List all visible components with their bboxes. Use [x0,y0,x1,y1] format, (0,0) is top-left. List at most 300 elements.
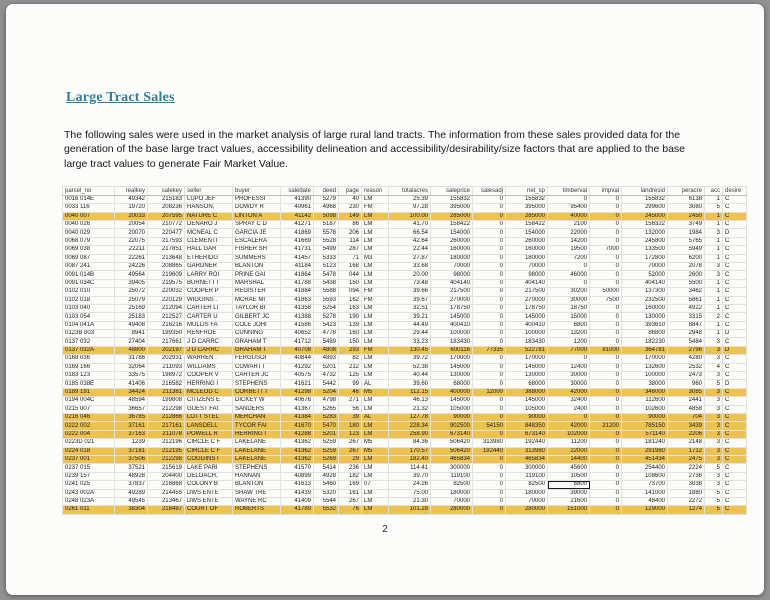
cell-page: 094 [339,288,362,296]
cell-realkey: 36785 [115,414,148,422]
cell-buyer: PRINE GAI [233,271,281,279]
table-row [63,414,747,422]
cell-seller: COLONY B [185,481,233,489]
cell-salesadj: 54150 [473,422,506,430]
cell-impval: 0 [590,195,622,203]
cell-seller: HANSON, [185,204,233,212]
table-row [63,204,747,212]
column-header-totalacres: totalacres [389,187,431,195]
table-row [63,212,747,220]
cell-landresid: 291980 [622,447,668,455]
cell-salekey: 212195 [148,447,185,455]
cell-net_sp: 400410 [506,321,548,329]
cell-desire: C [723,363,747,371]
cell-salesadj: 0 [473,338,506,346]
cell-salesadj: 0 [473,321,506,329]
cell-deed: 5414 [314,464,339,472]
cell-reason: M5 [362,447,389,455]
cell-saledate: 41292 [281,363,314,371]
cell-realkey: 37506 [115,455,148,463]
cell-salekey: 216582 [148,380,185,388]
cell-buyer: DICKEY W [233,397,281,405]
cell-peracre: 2148 [668,439,705,447]
table-row [63,262,747,270]
table-row [63,497,747,505]
cell-seller: LANSDELL [185,422,233,430]
table-row [63,355,747,363]
cell-seller: CITIZENS E [185,397,233,405]
cell-totalacres: 112.15 [389,388,431,396]
cell-salekey: 213648 [148,254,185,262]
cell-saledate: 41142 [281,212,314,220]
cell-saledate: 40652 [281,330,314,338]
cell-acc: 3 [705,262,723,270]
cell-buyer: DOWDY R [233,204,281,212]
cell-saleprice: 130000 [431,372,473,380]
cell-parcel_no: 0239 157 [63,472,115,480]
cell-salekey: 211078 [148,430,185,438]
cell-impval: 0 [590,237,622,245]
cell-timberval: 95400 [548,204,590,212]
cell-landresid: 571140 [622,430,668,438]
cell-parcel_no: 0103 040 [63,304,115,312]
cell-saledate: 41869 [281,229,314,237]
cell-peracre: 8847 [668,321,705,329]
cell-salesadj: 0 [473,271,506,279]
cell-saledate: 41358 [281,304,314,312]
cell-totalacres: 46.13 [389,397,431,405]
cell-acc: 3 [705,430,723,438]
cell-timberval: 1200 [548,338,590,346]
cell-desire: C [723,489,747,497]
cell-seller: CARTER U [185,313,233,321]
cell-parcel_no: 0243 002A [63,489,115,497]
cell-acc: 3 [705,372,723,380]
cell-desire: C [723,313,747,321]
cell-page: 206 [339,229,362,237]
table-row [63,405,747,413]
cell-landresid: 90000 [622,414,668,422]
cell-net_sp: 160000 [506,246,548,254]
cell-timberval: 102000 [548,430,590,438]
cell-acc: 1 [705,221,723,229]
cell-timberval: 7200 [548,254,590,262]
cell-impval: 50000 [590,288,622,296]
cell-net_sp: 404140 [506,279,548,287]
table-row [63,455,747,463]
cell-deed: 5333 [314,254,339,262]
cell-landresid: 102600 [622,405,668,413]
cell-acc: 3 [705,388,723,396]
cell-seller: LARRY ROI [185,271,233,279]
cell-parcel_no: 0168 036 [63,355,115,363]
cell-desire: C [723,497,747,505]
cell-salesadj: 0 [473,288,506,296]
cell-parcel_no: 0040 026 [63,221,115,229]
cell-timberval: 0 [548,195,590,203]
cell-saledate: 40676 [281,397,314,405]
cell-salesadj: 0 [473,380,506,388]
cell-acc: 3 [705,439,723,447]
cell-deed: 4778 [314,330,339,338]
cell-page: 99 [339,380,362,388]
cell-page: 149 [339,212,362,220]
cell-totalacres: 42.64 [389,237,431,245]
cell-buyer: HERRING I [233,430,281,438]
cell-saledate: 41362 [281,455,314,463]
cell-desire: C [723,246,747,254]
cell-landresid: 112600 [622,397,668,405]
cell-saledate: 41457 [281,254,314,262]
table-row [63,363,747,371]
cell-salesadj: 0 [473,355,506,363]
cell-landresid: 132000 [622,229,668,237]
cell-timberval: 30000 [548,296,590,304]
cell-salekey: 219609 [148,271,185,279]
cell-peracre: 3315 [668,313,705,321]
cell-parcel_no: 0237 015 [63,464,115,472]
cell-parcel_no: 0102 018 [63,296,115,304]
cell-peracre: 1880 [668,489,705,497]
cell-buyer: TAYLOR BI [233,304,281,312]
cell-reason: LM [362,279,389,287]
cell-totalacres: 114.41 [389,464,431,472]
cell-desire: C [723,506,747,514]
cell-impval: 0 [590,497,622,505]
cell-impval: 0 [590,464,622,472]
cell-landresid: 73700 [622,481,668,489]
cell-realkey: 49289 [115,489,148,497]
cell-saledate: 41864 [281,271,314,279]
cell-reason: LM [362,455,389,463]
cell-page: 161 [339,489,362,497]
cell-totalacres: 32.51 [389,304,431,312]
cell-peracre: 5765 [668,237,705,245]
cell-deed: 4893 [314,355,339,363]
cell-realkey: 48800 [115,346,148,354]
cell-acc: 5 [705,380,723,388]
cell-reason: LM [362,195,389,203]
cell-acc: 5 [705,464,723,472]
cell-desire: C [723,481,747,489]
cell-parcel_no: 0222 004 [63,430,115,438]
cell-page: 168 [339,262,362,270]
cell-saledate: 40961 [281,204,314,212]
cell-landresid: 155832 [622,195,668,203]
cell-peracre: 6200 [668,254,705,262]
cell-deed: 5204 [314,388,339,396]
cell-page: 139 [339,321,362,329]
cell-landresid: 108600 [622,472,668,480]
cell-salekey: 199350 [148,330,185,338]
column-header-saledate: saledate [281,187,314,195]
cell-acc: 1 [705,195,723,203]
cell-net_sp: 70000 [506,497,548,505]
table-row [63,372,747,380]
cell-landresid: 182230 [622,338,668,346]
cell-peracre: 3439 [668,422,705,430]
cell-net_sp: 100000 [506,330,548,338]
cell-realkey: 39405 [115,279,148,287]
cell-impval: 0 [590,204,622,212]
column-header-timberval: timberval [548,187,590,195]
cell-net_sp: 154000 [506,229,548,237]
cell-salesadj: 0 [473,279,506,287]
cell-salekey: 216868 [148,481,185,489]
cell-salesadj: 0 [473,212,506,220]
cell-salekey: 212298 [148,405,185,413]
cell-salekey: 217161 [148,422,185,430]
cell-page: 271 [339,397,362,405]
cell-saledate: 41409 [281,497,314,505]
cell-parcel_no: 0137 032A [63,346,115,354]
cell-acc: 2 [705,313,723,321]
cell-buyer: GARCIA JE [233,229,281,237]
cell-saledate: 41298 [281,388,314,396]
cell-totalacres: 73.48 [389,279,431,287]
cell-salekey: 218487 [148,506,185,514]
cell-peracre: 3462 [668,288,705,296]
cell-deed: 4968 [314,204,339,212]
cell-saledate: 40844 [281,355,314,363]
cell-seller: NATURE C [185,212,233,220]
cell-timberval: 14400 [548,455,590,463]
cell-peracre: 3749 [668,221,705,229]
cell-seller: J D CARRC [185,346,233,354]
cell-impval: 0 [590,372,622,380]
cell-reason: LM [362,355,389,363]
cell-impval: 0 [590,481,622,489]
cell-salekey: 215619 [148,464,185,472]
cell-parcel_no: 0103 054 [63,313,115,321]
cell-impval: 0 [590,321,622,329]
cell-saledate: 41884 [281,288,314,296]
cell-timberval: 30000 [548,372,590,380]
cell-saleprice: 260000 [431,237,473,245]
cell-realkey: 20054 [115,221,148,229]
cell-page: 150 [339,279,362,287]
cell-reason: LM [362,372,389,380]
cell-page: 71 [339,254,362,262]
table-row [63,288,747,296]
cell-salesadj: 0 [473,397,506,405]
cell-landresid: 245000 [622,212,668,220]
cell-net_sp: 848350 [506,422,548,430]
cell-buyer: COWART I [233,363,281,371]
cell-saleprice: 90000 [431,414,473,422]
cell-net_sp: 217500 [506,288,548,296]
cell-desire: C [723,279,747,287]
cell-net_sp: 90000 [506,414,548,422]
cell-saledate: 41288 [281,430,314,438]
cell-net_sp: 673140 [506,430,548,438]
cell-totalacres: 40.44 [389,372,431,380]
cell-totalacres: 44.49 [389,321,431,329]
cell-page: 044 [339,271,362,279]
cell-buyer: ESCALERA [233,237,281,245]
cell-page: 163 [339,304,362,312]
cell-buyer: LINTON A [233,212,281,220]
cell-net_sp: 145000 [506,363,548,371]
cell-acc: 5 [705,497,723,505]
cell-desire: C [723,397,747,405]
cell-salesadj: 0 [473,254,506,262]
cell-peracre: 3038 [668,481,705,489]
cell-salesadj: 0 [473,414,506,422]
cell-saleprice: 285000 [431,212,473,220]
cell-salekey: 219575 [148,279,185,287]
cell-net_sp: 313980 [506,447,548,455]
cell-net_sp: 98000 [506,271,548,279]
cell-desire: C [723,296,747,304]
column-header-peracre: peracre [668,187,705,195]
cell-page: 40 [339,195,362,203]
document-page [6,4,764,595]
cell-seller: DWS ENTE [185,489,233,497]
cell-timberval: 11200 [548,439,590,447]
cell-net_sp: 178750 [506,304,548,312]
cell-landresid: 172800 [622,254,668,262]
cell-parcel_no: 0104 041A [63,321,115,329]
cell-peracre: 2600 [668,271,705,279]
cell-salesadj: 0 [473,313,506,321]
cell-saleprice: 600116 [431,346,473,354]
cell-acc: 3 [705,472,723,480]
cell-impval: 0 [590,380,622,388]
cell-saleprice: 119100 [431,472,473,480]
cell-salekey: 202931 [148,355,185,363]
cell-peracre: 2224 [668,464,705,472]
cell-realkey: 25079 [115,296,148,304]
cell-peracre: 2450 [668,212,705,220]
cell-desire: C [723,321,747,329]
cell-salekey: 220129 [148,296,185,304]
cell-realkey: 8941 [115,330,148,338]
cell-totalacres: 101.28 [389,506,431,514]
cell-net_sp: 522781 [506,346,548,354]
cell-impval: 0 [590,355,622,363]
cell-salesadj: 0 [473,506,506,514]
cell-saledate: 41613 [281,481,314,489]
cell-landresid: 160000 [622,304,668,312]
cell-salesadj: 0 [473,246,506,254]
cell-deed: 5460 [314,481,339,489]
cell-landresid: 38000 [622,380,668,388]
cell-realkey: 22211 [115,246,148,254]
cell-salesadj: 0 [473,262,506,270]
cell-deed: 5478 [314,271,339,279]
cell-parcel_no: 0237 001 [63,455,115,463]
table-row [63,397,747,405]
cell-desire: C [723,405,747,413]
cell-desire: D [723,229,747,237]
cell-peracre: 3080 [668,204,705,212]
cell-totalacres: 52.38 [389,363,431,371]
cell-deed: 5470 [314,422,339,430]
cell-acc: 3 [705,397,723,405]
cell-peracre: 2796 [668,346,705,354]
cell-buyer: LAKELANE [233,447,281,455]
cell-seller: GARDNER [185,262,233,270]
cell-net_sp: 465834 [506,455,548,463]
cell-impval: 0 [590,447,622,455]
cell-deed: 5442 [314,380,339,388]
cell-saledate: 40708 [281,346,314,354]
cell-saleprice: 300000 [431,464,473,472]
cell-buyer: STEPHENS [233,380,281,388]
cell-timberval: 32400 [548,397,590,405]
cell-page: 236 [339,464,362,472]
cell-impval: 0 [590,254,622,262]
cell-salesadj: 0 [473,405,506,413]
cell-salesadj: 0 [473,204,506,212]
cell-buyer: STEPHENS [233,464,281,472]
cell-deed: 5283 [314,414,339,422]
cell-saledate: 41863 [281,296,314,304]
cell-landresid: 86800 [622,330,668,338]
cell-saledate: 41388 [281,313,314,321]
cell-acc: 3 [705,229,723,237]
cell-saledate: 41362 [281,447,314,455]
cell-net_sp: 158422 [506,221,548,229]
cell-impval: 0 [590,262,622,270]
cell-peracre: 5484 [668,338,705,346]
cell-totalacres: 41.70 [389,221,431,229]
cell-landresid: 364781 [622,346,668,354]
cell-page: 230 [339,204,362,212]
cell-net_sp: 285000 [506,212,548,220]
cell-page: 160 [339,330,362,338]
cell-peracre: 2078 [668,262,705,270]
cell-deed: 5320 [314,489,339,497]
column-header-acc: acc [705,187,723,195]
cell-desire: C [723,237,747,245]
cell-saleprice: 178750 [431,304,473,312]
cell-salesadj: 0 [473,481,506,489]
cell-reason: LM [362,497,389,505]
table-row [63,313,747,321]
cell-desire: C [723,464,747,472]
cell-totalacres: 33.23 [389,338,431,346]
cell-acc: 1 [705,330,723,338]
cell-page: 114 [339,237,362,245]
cell-buyer: MERCHAN [233,414,281,422]
column-header-page: page [339,187,362,195]
cell-saleprice: 98000 [431,271,473,279]
cell-page: 267 [339,497,362,505]
cell-deed: 5187 [314,221,339,229]
cell-realkey: 48928 [115,472,148,480]
cell-buyer: REGISTER [233,288,281,296]
cell-deed: 5593 [314,296,339,304]
cell-acc: 3 [705,346,723,354]
cell-seller: MCNEAL C [185,229,233,237]
cell-acc: 3 [705,447,723,455]
cell-deed: 5489 [314,338,339,346]
cell-realkey: 49408 [115,321,148,329]
cell-salekey: 217661 [148,338,185,346]
cell-reason: LM [362,422,389,430]
cell-seller: POWELL R [185,430,233,438]
cell-totalacres: 27.87 [389,254,431,262]
cell-parcel_no: 0261 011 [63,506,115,514]
cell-salesadj: 0 [473,455,506,463]
cell-desire: C [723,288,747,296]
cell-saledate: 41788 [281,279,314,287]
cell-acc: 3 [705,355,723,363]
cell-saleprice: 183430 [431,338,473,346]
cell-acc: 1 [705,321,723,329]
